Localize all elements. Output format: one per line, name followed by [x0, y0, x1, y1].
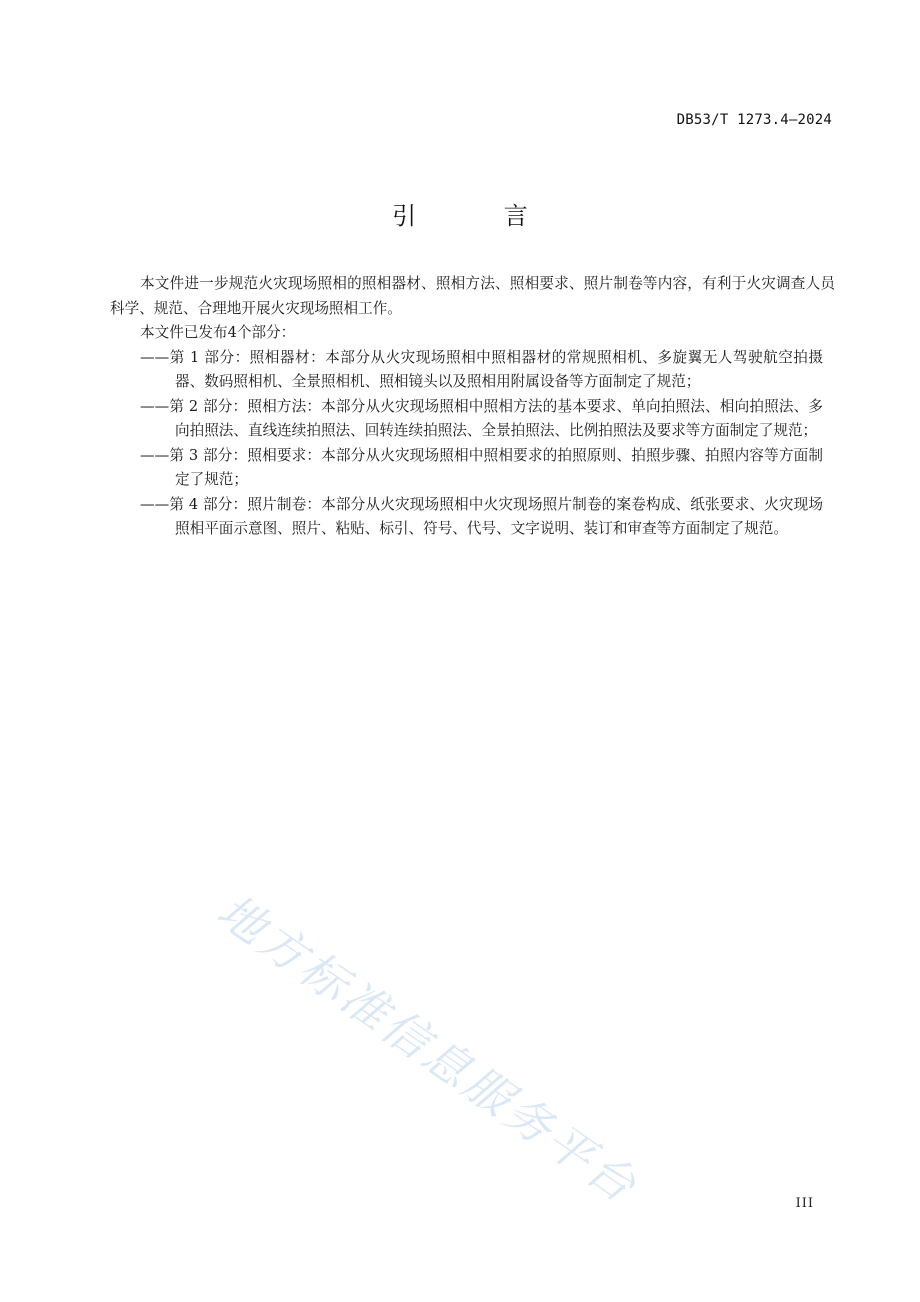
part-item-3: ——第 3 部分：照相要求：本部分从火灾现场照相中照相要求的拍照原则、拍照步骤、拍照内容等方面制定了规范； — [140, 446, 823, 488]
parts-intro-paragraph: 本文件已发布4个部分： — [140, 324, 296, 341]
part-item-4: ——第 4 部分：照片制卷：本部分从火灾现场照相中火灾现场照片制卷的案卷构成、纸张要求、火灾现场照相平面示意图、照片、粘贴、标引、符号、代号、文字说明、装订和审查等方面制定了规范。 — [140, 495, 823, 537]
part-item-1: ——第 1 部分：照相器材：本部分从火灾现场照相中照相器材的常规照相机、多旋翼无人驾驶航空拍摄器、数码照相机、全景照相机、照相镜头以及照相用附属设备等方面制定了规范； — [140, 348, 823, 390]
section-title: 引 言 — [392, 202, 568, 230]
page-number: III — [795, 1196, 814, 1211]
intro-paragraph: 本文件进一步规范火灾现场照相的照相器材、照相方法、照相要求、照片制卷等内容，有利于火灾调查人员科学、规范、合理地开展火灾现场照相工作。 — [110, 275, 835, 317]
document-code: DB53/T 1273.4—2024 — [676, 112, 832, 128]
watermark: 地方标准信息服务平台 — [207, 883, 649, 1215]
document-body — [110, 272, 835, 542]
part-item-2: ——第 2 部分：照相方法：本部分从火灾现场照相中照相方法的基本要求、单向拍照法、相向拍照法、多向拍照法、直线连续拍照法、回转连续拍照法、全景拍照法、比例拍照法及要求等方面制定了规范； — [140, 397, 823, 439]
